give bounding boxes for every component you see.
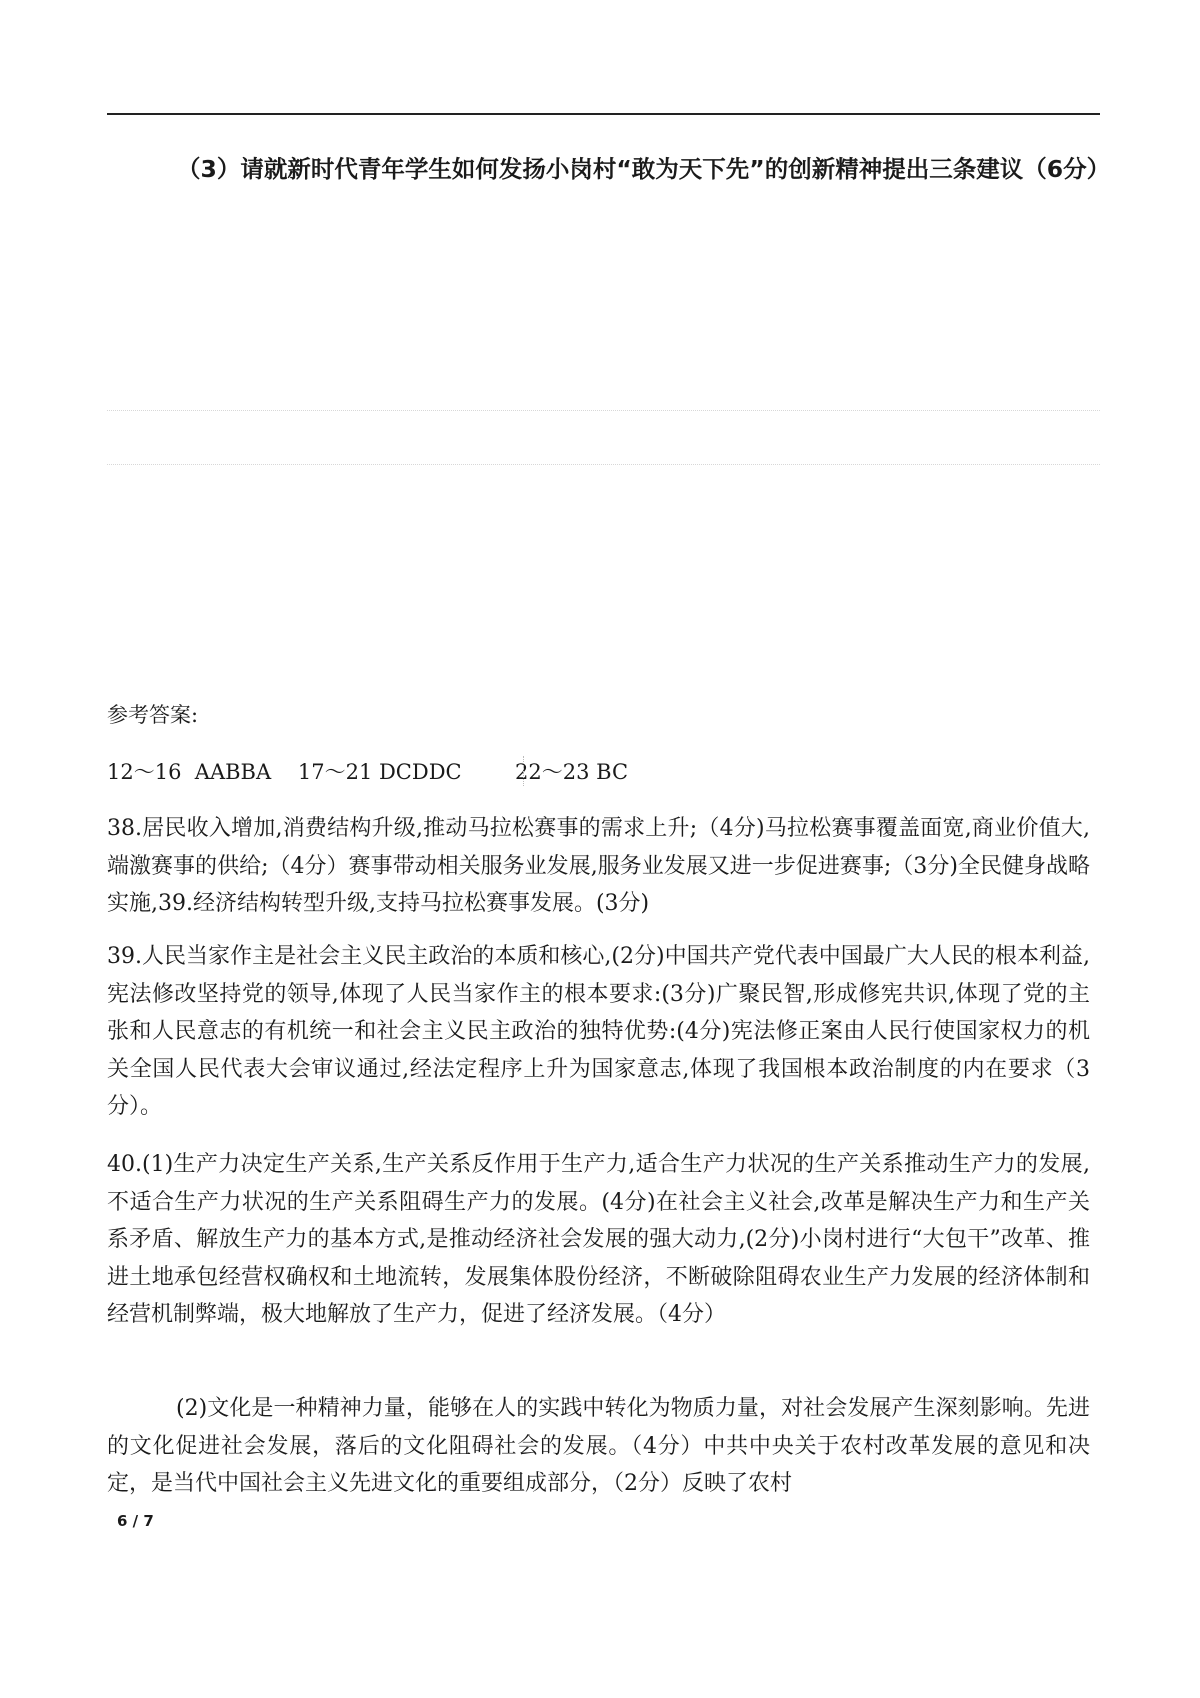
- answers-title: 参考答案:: [107, 703, 199, 727]
- question-3-text: （3）请就新时代青年学生如何发扬小岗村“敢为天下先”的创新精神提出三条建议（6分）: [177, 155, 1111, 183]
- header-rule: [107, 113, 1100, 115]
- answer-line-1: [107, 410, 1100, 411]
- answer-38: 38.居民收入增加,消费结构升级,推动马拉松赛事的需求上升;（4分)马拉松赛事覆盖面宽,商业价值大,端激赛事的供给;（4分）赛事带动相关服务业发展,服务业发展又进一步促进赛事;（3分)全民健身战略实施,39.经济结构转型升级,支持马拉松赛事发展。(3分): [107, 816, 1090, 916]
- question-3: [107, 148, 1111, 190]
- answer-keys: 12～16 AABBA 17～21 DCDDC 22～23 BC: [107, 760, 629, 784]
- answer-40-1: 40.(1)生产力决定生产关系,生产关系反作用于生产力,适合生产力状况的生产关系推动生产力的发展,不适合生产力状况的生产关系阻碍生产力的发展。(4分)在社会主义社会,改革是解决生产力和生产关系矛盾、解放生产力的基本方式,是推动经济社会发展的强大动力,(2分)小岗村进行“大包干”改革、推进土地承包经营权确权和土地流转，发展集体股份经济，不断破除阻碍农业生产力发展的经济体制和经营机制弊端，极大地解放了生产力，促进了经济发展。（4分）: [107, 1152, 1090, 1327]
- answer-line-2: [107, 464, 1100, 465]
- page-number: 6 / 7: [117, 1512, 154, 1530]
- answer-39: 39.人民当家作主是社会主义民主政治的本质和核心,(2分)中国共产党代表中国最广大人民的根本利益,宪法修改坚持党的领导,体现了人民当家作主的根本要求:(3分)广聚民智,形成修宪共识,体现了党的主张和人民意志的有机统一和社会主义民主政治的独特优势:(4分)宪法修正案由人民行使国家权力的机关全国人民代表大会审议通过,经法定程序上升为国家意志,体现了我国根本政治制度的内在要求（3分）。: [107, 944, 1090, 1119]
- key-separator: [523, 756, 524, 786]
- answer-40-2: (2)文化是一种精神力量，能够在人的实践中转化为物质力量，对社会发展产生深刻影响。先进的文化促进社会发展，落后的文化阻碍社会的发展。（4分）中共中央关于农村改革发展的意见和决定，是当代中国社会主义先进文化的重要组成部分，（2分）反映了农村: [107, 1396, 1090, 1496]
